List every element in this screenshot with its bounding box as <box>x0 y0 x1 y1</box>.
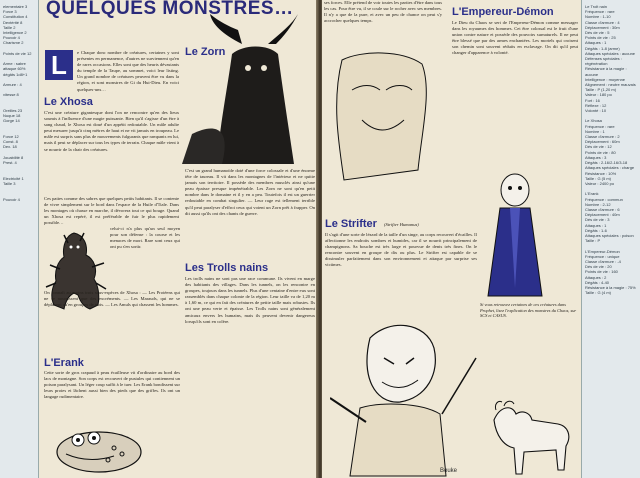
right-sidebar <box>581 0 640 478</box>
xhosa-heading: Le Xhosa <box>44 96 93 108</box>
left-page <box>0 0 318 478</box>
empereur-heading: L'Empereur-Démon <box>452 6 554 18</box>
drop-cap: L <box>45 50 73 80</box>
strifter-text: Il s'agit d'une sorte de lézard de la taille d'un singe, au corps recouvert d'écailles. Il affectionne les endroits sombres et humides, car il se nourrit principalement de champignons. Sa bouche est très large et pourvue de dents très fines. On le rencontre souvent en groupe de dix ou plus. Le Strifter est capable de se dissimuler parfaitement dans son environnement et attaque par surprise ses victimes. <box>325 232 477 268</box>
caption: Si vous retrouvez certaines de ces créatures dans Prophet, lisez l'explication des monstres du Chaos, sur SCS et CASUS. <box>480 302 577 319</box>
xhosa-text-4: On connaît au moins trois sous-espèces de Xhosa : — Les Protéens qui ne se nourrissent que des excréments. — Les Marauds, qui ne se déplacent qu'en groupes de trois. — Les Amuls qui chassent les hommes. <box>44 290 180 308</box>
trolls-illustration <box>322 50 442 220</box>
right-page <box>322 0 640 478</box>
xhosa-text-3: celui-ci n'a plus qu'un seul moyen pour son défense : la course et les menaces de mort. Rare sont ceux qui ont pu s'en sortir. <box>110 226 180 250</box>
trolls-heading: Les Trolls nains <box>185 262 269 274</box>
erank-text: Cette sorte de gros crapaud à peau écailleuse vit d'ordinaire au bord des lacs de montagne. Son corps est recouvert de pustules qui contiennent un poison paralysant. Un léger coup suffit à le tuer. Les Erank bondissent sur leurs proies et lâchent aussi bien des pieds que des griffes. Ils ont un langage rudimentaire. <box>44 370 180 400</box>
empereur-illustration <box>480 168 550 298</box>
top-fragment-text: ses forces. Elle prétend de voir toutes les parties d'être dans tous les cas. Pour être vu, il se coule sur le rocher avec ses membres. Il n'y a que de la pure, et avec un peu de chance on peut s'y accrocher quelques temps. <box>324 0 442 24</box>
warrior-illustration <box>330 318 480 478</box>
goat-illustration <box>486 400 576 478</box>
trolls-text: Les trolls nains ne sont pas une race commune. Ils vivent en marge des habitants des villages. Dans les tunnels, on les rencontre en groupes, toujours dans les tunnels. Plus d'une centaine d'entre eux sont rassemblés dans chaque colonie de la région. Leur taille va de 1,20 m à 1,60 m, ce qui en fait des créatures de petite taille mais robustes. Ils ont une peau verte et épaisse. Les Trolls nains sont généralement amicaux envers les humains, mais ils peuvent devenir dangereux lorsqu'ils sont en colère. <box>185 276 315 324</box>
artist-signature: Bouke <box>440 468 458 474</box>
zorn-heading: Le Zorn <box>185 46 226 58</box>
erank-illustration <box>44 418 154 478</box>
zorn-illustration <box>182 14 316 164</box>
right-sidebar-text: Le Trolt nain Fréquence : rare Nombre : 1-10 Classe d'armure : 4 Déplacement : 30m Dés de vie : 5 Points de vie : 25 Attaques : 1 Dégâts : 1-8 (arme) Attaques spéciales : aucune Défenses spéciales : régénération Résistance à la magie : aucune Intelligence : moyenne Alignement : neutre mauvais Taille : P (1,20 m) Valeur : 180 po Fort : 16 Réflexe : 12 Volonté : 10 Le Xhosa Fréquence : rare Nombre : 1 Classe d'armure : 2 Déplacement : 60m Dés de vie : 12 Points de vie : 80 Attaques : 3 Dégâts : 2-16/2-16/3-18 Attaques spéciales : charge Résistance : 10% Taille : G (5 m) Valeur : 2400 po L'Erank Fréquence : commun Nombre : 2-12 Classe d'armure : 6 Déplacement : 40m Dés de vie : 3 Attaques : 1 Dégâts : 1-6 Attaques spéciales : poison Taille : P L'Empereur-Démon Fréquence : unique Classe d'armure : -4 Dés de vie : 20 Points de vie : 160 Attaques : 2 Dégâts : 4-40 Résistance à la magie : 75% Taille : G (4 m) <box>585 4 636 296</box>
page-title: QUELQUES MONSTRES… <box>46 0 294 19</box>
empereur-text: Le Dieu du Chaos se sert de l'Empereur-Démon comme messager dans les royaumes des hommes. Cet être colossal est le fruit d'une union contre nature et possède des pouvoirs surnaturels. Il ne peut être blessé que par des armes enchantées. Les mortels qui croisent son chemin sont souvent réduits en esclavage. On dit qu'il peut changer d'apparence à volonté. <box>452 20 578 56</box>
xhosa-text-2: Ces pattes comme des sabres que quelques petits habitants. Il se contente de vivre simplement sur le bord dans l'espace de la Huile d'Tiale. Dans les montages où chasse en marche, il dévorera tout ce qui bouge. Quand un Xhosa est repéré, il est préférable de fuir le plus rapidement possible… <box>44 196 179 226</box>
left-sidebar-text: elementaire 3 Force 3 Constitution 4 Dextérité 8 Taille 2 Intelligence 2 Pouvoir 4 Charisme 2 Points de vie 12 Arme : sabre attaque 60% dégâts 1d8+1 Armure : 4 vitesse 8 Oreilles 23 Nuque 18 Gorge 14 Force 12 Const. 8 Dex. 18 Jouabilité 8 Prest. 4 Electricité 1 Taille 3 Pouvoir 4 <box>3 4 32 202</box>
strifter-heading: Le Strifter <box>325 218 377 230</box>
intro-text: e Chaque donc nombre de créatures, certaines y sont présentes en permanence, d'autres ne surviennent qu'en de rares occasions. Elles sont que des heurts dévastants du temple de la Taupe, au sommet, voici leur listing. Un grand nombre de créatures peuvent être vu dans la région, et sont monstres de Gi du Hui-Dieu. En voici quelques-uns… <box>77 50 179 92</box>
xhosa-text-1: C'est une créature gigantesque dont l'on ne rencontre qu'en des lieux soumis à l'influence d'une magie puissante. Bien qu'il s'agisse d'un être à sang chaud, le Xhosa est doué d'un appétit redoutable. Un mâle adulte peut mesurer jusqu'à cinq mètres de haut et ne vit jamais en troupeau. Le mâle est surpris sans plus de mouvements fulgurants que rampants en lui, mais il peut se déplacer sur tous les types de terrain. Chaque mâle vient à se nourrir de la chair des créatures. <box>44 110 179 152</box>
strifter-subtitle: (Strifter Humanus) <box>384 222 419 227</box>
erank-heading: L'Erank <box>44 357 84 369</box>
zorn-text: C'est un grand humanoïde doté d'une force colossale et d'une énorme tête de taureau. Il vit dans les montagnes de l'intérieur et ne quitte jamais son territoire. Il possède des membres musclés ainsi qu'une peau épaisse presque impénétrable. Les Zorn ne sont qu'en petit nombre dans le domaine et il y en a peu. Toutefois il est un guerrier redoutable en combat singulier. — Leur rage est tellement terrible qu'il peut paralyser d'effroi ceux qui voient un Zorn prêt à frapper. On dit aussi qu'ils ont des chants de guerre. <box>185 168 315 216</box>
left-sidebar <box>0 0 39 478</box>
